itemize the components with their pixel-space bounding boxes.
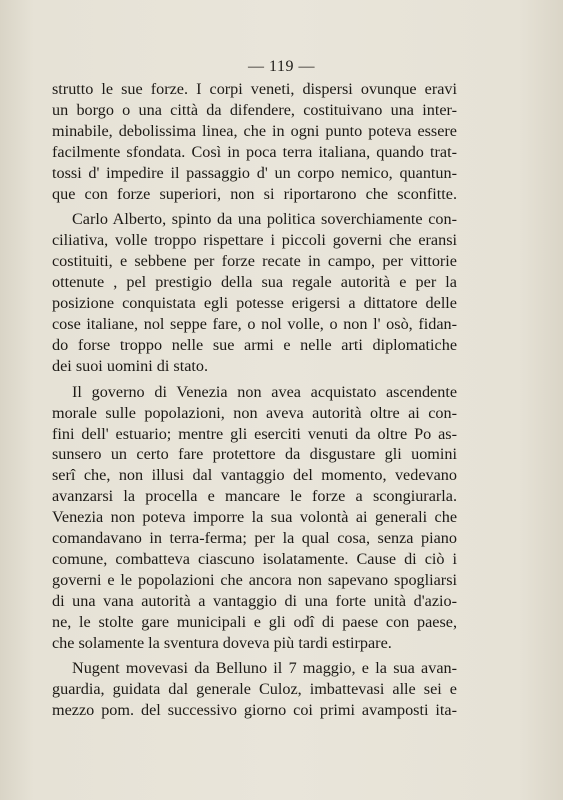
text-line: costituiti, e sebbene per forze recate in campo, per vittorie bbox=[52, 252, 457, 271]
text-line: do forse troppo nelle sue armi e nelle arti diplomatiche bbox=[52, 335, 457, 354]
text-line: avanzarsi la procella e mancare le forze a scongiurarla. bbox=[52, 487, 457, 506]
text-line: ciliativa, volle troppo rispettare i piccoli governi che eransi bbox=[52, 231, 457, 250]
text-line: comune, combatteva ciascuno isolatamente. Cause di ciò i bbox=[52, 549, 457, 568]
text-line: Il governo di Venezia non avea acquistato ascendente bbox=[72, 382, 457, 401]
text-line: cose italiane, nol seppe fare, o nol volle, o non l' osò, fidan- bbox=[52, 314, 457, 333]
text-body bbox=[52, 79, 457, 726]
text-line: minabile, debolissima linea, che in ogni punto poteva essere bbox=[52, 121, 457, 140]
paragraph-2 bbox=[52, 209, 457, 376]
text-line: sunsero un certo fare protettore da disgustare gli uomini bbox=[52, 445, 457, 464]
text-line: morale sulle popolazioni, non aveva autorità oltre ai con- bbox=[52, 403, 457, 422]
text-line: ottenute , pel prestigio della sua regale autorità e per la bbox=[52, 273, 457, 292]
text-line: mezzo pom. del successivo giorno coi primi avamposti ita- bbox=[52, 701, 457, 720]
text-line: che solamente la sventura doveva più tardi estirpare. bbox=[52, 633, 392, 652]
text-line: facilmente sfondata. Così in poca terra italiana, quando trat- bbox=[52, 142, 457, 161]
text-line: ne, le stolte gare municipali e gli odî di paese con paese, bbox=[52, 612, 457, 631]
text-line: posizione conquistata egli potesse erigersi a dittatore delle bbox=[52, 294, 457, 313]
text-line: un borgo o una città da difendere, costituivano una inter- bbox=[52, 100, 457, 119]
text-line: dei suoi uomini di stato. bbox=[52, 356, 209, 375]
paragraph-4 bbox=[52, 658, 457, 721]
text-line: tossi d' impedire il passaggio d' un corpo nemico, quantun- bbox=[52, 163, 457, 182]
text-line: strutto le sue forze. I corpi veneti, dispersi ovunque eravi bbox=[52, 80, 457, 98]
text-line: Venezia non poteva imporre la sua volontà ai generali che bbox=[52, 508, 457, 527]
text-line: Nugent movevasi da Belluno il 7 maggio, e la sua avan- bbox=[72, 659, 457, 678]
text-line: fini dell' estuario; mentre gli eserciti venuti da oltre Po as- bbox=[52, 424, 457, 443]
text-line: Carlo Alberto, spinto da una politica soverchiamente con- bbox=[72, 210, 457, 229]
paragraph-1 bbox=[52, 79, 457, 204]
text-line: governi e le popolazioni che ancora non sapevano spogliarsi bbox=[52, 570, 457, 589]
page-number: — 119 — bbox=[248, 58, 315, 75]
text-line: di una vana autorità a vantaggio di una forte unità d'azio- bbox=[52, 591, 457, 610]
text-line: guardia, guidata dal generale Culoz, imbattevasi alle sei e bbox=[52, 680, 457, 699]
text-line: serî che, non illusi dal vantaggio del momento, vedevano bbox=[52, 466, 457, 485]
text-line: comandavano in terra-ferma; per la qual cosa, senza piano bbox=[52, 529, 457, 548]
text-line: que con forze superiori, non si riportarono che sconfitte. bbox=[52, 184, 457, 203]
paragraph-3 bbox=[52, 382, 457, 654]
